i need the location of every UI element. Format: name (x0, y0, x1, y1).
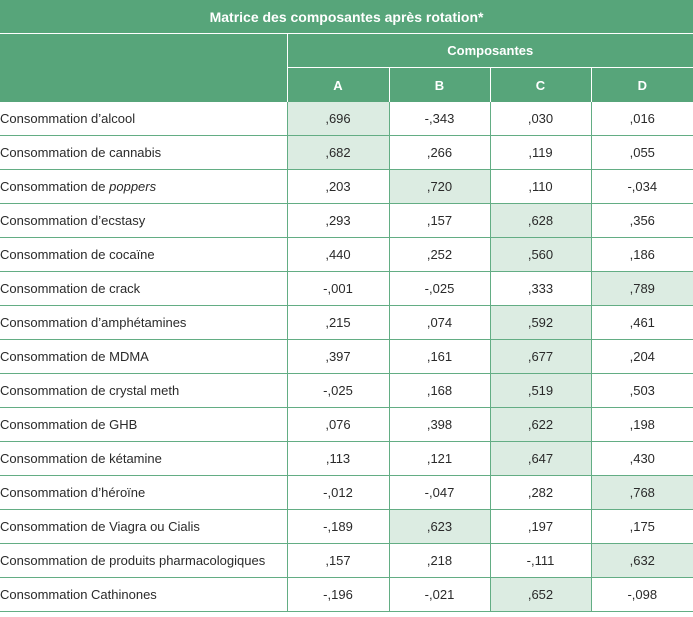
loading-cell-c: ,592 (490, 306, 591, 340)
table-row (0, 442, 693, 476)
table-row (0, 204, 693, 238)
table-title: Matrice des composantes après rotation* (0, 0, 693, 34)
loading-cell-b: ,074 (389, 306, 490, 340)
loading-cell-b: ,218 (389, 544, 490, 578)
loading-cell-c: ,110 (490, 170, 591, 204)
row-label (0, 102, 287, 136)
loading-cell-c: ,030 (490, 102, 591, 136)
loading-cell-b: ,121 (389, 442, 490, 476)
table-body (0, 102, 693, 612)
row-label (0, 204, 287, 238)
loading-cell-d: ,198 (591, 408, 693, 442)
loading-cell-a: ,076 (287, 408, 389, 442)
loading-cell-d: ,789 (591, 272, 693, 306)
loading-cell-c: ,197 (490, 510, 591, 544)
loading-cell-c: ,622 (490, 408, 591, 442)
loading-cell-d: ,632 (591, 544, 693, 578)
loading-cell-d: ,186 (591, 238, 693, 272)
row-label-text: Consommation de MDMA (0, 349, 149, 364)
loading-cell-d: ,204 (591, 340, 693, 374)
column-header-d: D (591, 68, 693, 103)
loading-cell-a: -,189 (287, 510, 389, 544)
table-row (0, 238, 693, 272)
row-label-text: Consommation d’alcool (0, 111, 136, 126)
loading-cell-d: -,098 (591, 578, 693, 612)
row-label (0, 578, 287, 612)
loading-cell-d: ,430 (591, 442, 693, 476)
loading-cell-a: ,682 (287, 136, 389, 170)
row-label-text: Consommation d’amphétamines (0, 315, 187, 330)
row-label-text: Consommation de crystal meth (0, 383, 180, 398)
loading-cell-d: ,768 (591, 476, 693, 510)
row-label (0, 272, 287, 306)
row-header-blank (0, 34, 287, 103)
loading-cell-c: ,119 (490, 136, 591, 170)
loading-cell-d: ,055 (591, 136, 693, 170)
table-row (0, 510, 693, 544)
table-row (0, 170, 693, 204)
row-label (0, 238, 287, 272)
row-label (0, 442, 287, 476)
loading-cell-c: ,519 (490, 374, 591, 408)
loading-cell-a: -,001 (287, 272, 389, 306)
loading-cell-b: -,021 (389, 578, 490, 612)
loading-cell-d: -,034 (591, 170, 693, 204)
loading-cell-c: ,560 (490, 238, 591, 272)
table-row (0, 408, 693, 442)
loading-cell-a: ,113 (287, 442, 389, 476)
row-label-text: Consommation Cathinones (0, 587, 157, 602)
row-label (0, 408, 287, 442)
loading-cell-b: -,343 (389, 102, 490, 136)
loading-cell-a: ,440 (287, 238, 389, 272)
table-row (0, 306, 693, 340)
table-row (0, 544, 693, 578)
loading-cell-d: ,175 (591, 510, 693, 544)
loading-cell-b: -,025 (389, 272, 490, 306)
loading-cell-b: ,266 (389, 136, 490, 170)
loading-cell-c: ,333 (490, 272, 591, 306)
loading-cell-c: ,652 (490, 578, 591, 612)
row-label (0, 510, 287, 544)
loading-cell-d: ,016 (591, 102, 693, 136)
loading-cell-d: ,503 (591, 374, 693, 408)
table-row (0, 272, 693, 306)
loading-cell-b: ,252 (389, 238, 490, 272)
loading-cell-b: ,168 (389, 374, 490, 408)
row-label (0, 374, 287, 408)
loading-cell-a: ,215 (287, 306, 389, 340)
loading-cell-a: ,293 (287, 204, 389, 238)
row-label-text: Consommation de cannabis (0, 145, 162, 160)
loading-cell-b: -,047 (389, 476, 490, 510)
column-header-a: A (287, 68, 389, 103)
loading-cell-b: ,161 (389, 340, 490, 374)
loading-cell-b: ,157 (389, 204, 490, 238)
loading-cell-a: -,196 (287, 578, 389, 612)
loading-cell-d: ,356 (591, 204, 693, 238)
loading-cell-a: -,012 (287, 476, 389, 510)
row-label-text: Consommation de crack (0, 281, 141, 296)
loading-cell-c: ,628 (490, 204, 591, 238)
table-row (0, 578, 693, 612)
row-label (0, 476, 287, 510)
table-row (0, 374, 693, 408)
row-label-text: Consommation d’héroïne (0, 485, 146, 500)
loading-cell-b: ,623 (389, 510, 490, 544)
row-label-text: Consommation de (0, 179, 110, 194)
loading-cell-a: ,157 (287, 544, 389, 578)
loading-cell-a: -,025 (287, 374, 389, 408)
table-row (0, 136, 693, 170)
row-label-text: Consommation de GHB (0, 417, 138, 432)
row-label (0, 306, 287, 340)
table-row (0, 476, 693, 510)
column-header-b: B (389, 68, 490, 103)
loading-cell-c: ,647 (490, 442, 591, 476)
loading-cell-a: ,696 (287, 102, 389, 136)
table-row (0, 340, 693, 374)
loading-cell-c: ,677 (490, 340, 591, 374)
row-label-text: Consommation d’ecstasy (0, 213, 146, 228)
row-label (0, 340, 287, 374)
loading-cell-a: ,397 (287, 340, 389, 374)
loading-cell-a: ,203 (287, 170, 389, 204)
column-header-c: C (490, 68, 591, 103)
components-group-header: Composantes (287, 34, 693, 68)
loading-cell-c: -,111 (490, 544, 591, 578)
loading-cell-c: ,282 (490, 476, 591, 510)
row-label-italic-text: poppers (109, 179, 157, 194)
row-label-text: Consommation de Viagra ou Cialis (0, 519, 200, 534)
row-label (0, 544, 287, 578)
row-label-text: Consommation de kétamine (0, 451, 162, 466)
table-row (0, 102, 693, 136)
row-label-text: Consommation de produits pharmacologiques (0, 553, 266, 568)
row-label (0, 136, 287, 170)
row-label (0, 170, 287, 204)
loading-cell-d: ,461 (591, 306, 693, 340)
loading-cell-b: ,720 (389, 170, 490, 204)
loading-cell-b: ,398 (389, 408, 490, 442)
row-label-text: Consommation de cocaïne (0, 247, 155, 262)
